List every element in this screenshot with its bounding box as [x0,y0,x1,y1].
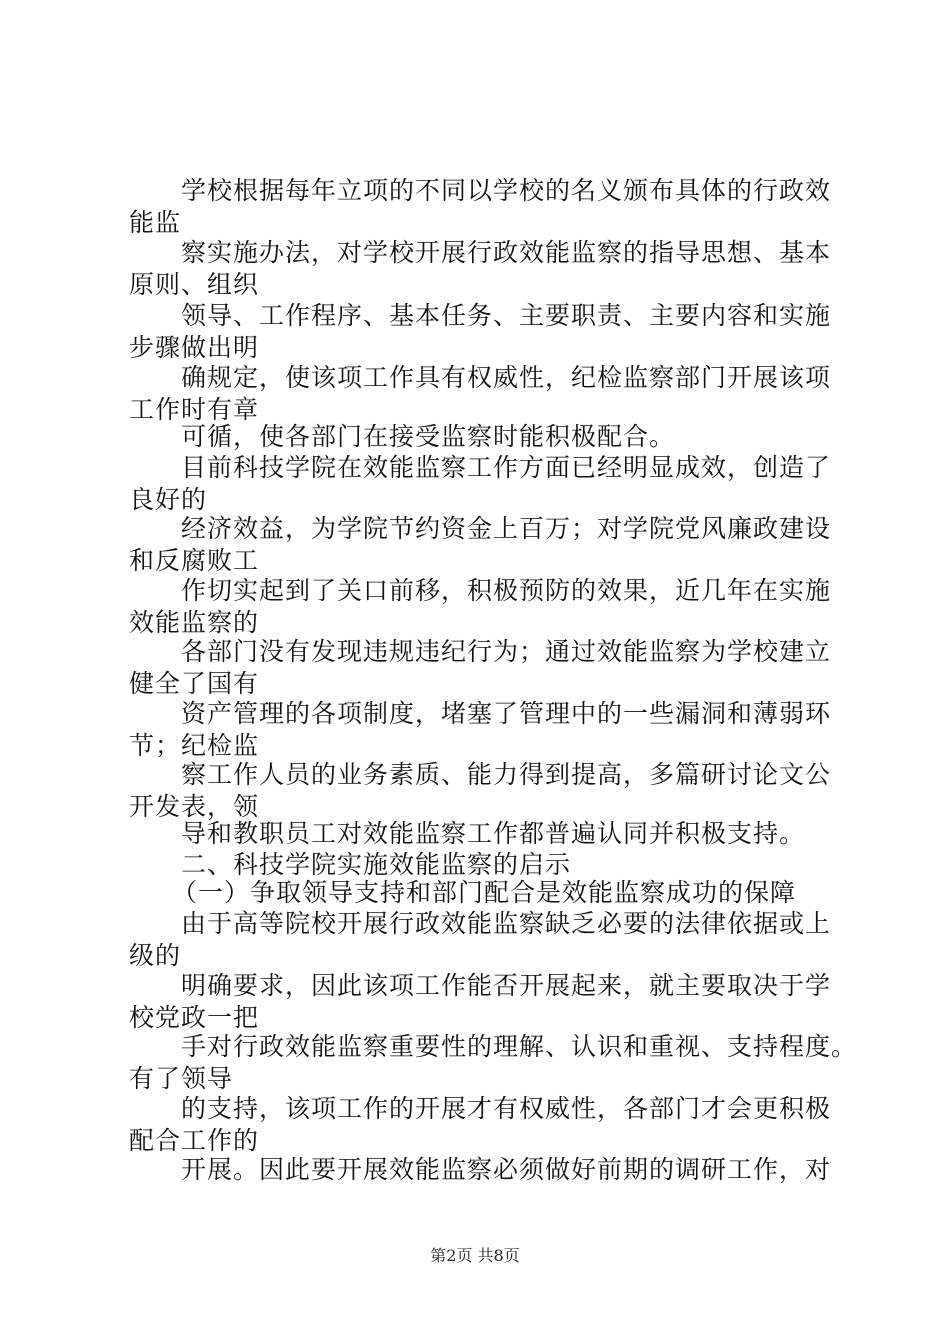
text-line: 级的 [129,941,182,970]
text-line: 作切实起到了关口前移，积极预防的效果，近几年在实施 [181,576,832,605]
text-line: 开发表，领 [129,792,260,821]
text-line: 和反腐败工 [129,546,260,575]
page-number-footer: 第2页 共8页 [430,1246,520,1265]
text-line: 察实施办法，对学校开展行政效能监察的指导思想、基本 [181,238,832,267]
text-line: 经济效益，为学院节约资金上百万；对学院党风廉政建设 [181,514,832,543]
text-line: 领导、工作程序、基本任务、主要职责、主要内容和实施 [181,301,832,330]
text-line: 目前科技学院在效能监察工作方面已经明显成效，创造了 [181,453,832,482]
text-line: 资产管理的各项制度，堵塞了管理中的一些漏洞和薄弱环 [181,699,832,728]
text-line: 步骤做出明 [129,333,260,362]
text-line: 导和教职员工对效能监察工作都普遍认同并积极支持。 [181,819,806,848]
text-line: 察工作人员的业务素质、能力得到提高，多篇研讨论文公 [181,760,832,789]
text-line: 原则、组织 [129,270,260,299]
text-line: 健全了国有 [129,669,260,698]
text-line: 开展。因此要开展效能监察必须做好前期的调研工作，对 [181,1155,832,1184]
text-line: 工作时有章 [129,395,260,424]
text-line: 确规定，使该项工作具有权威性，纪检监察部门开展该项 [181,363,832,392]
text-line: 校党政一把 [129,1003,260,1032]
text-line: 各部门没有发现违规违纪行为；通过效能监察为学校建立 [181,637,832,666]
subsection-heading: （一）争取领导支持和部门配合是效能监察成功的保障 [172,878,797,907]
text-line: 节；纪检监 [129,731,260,760]
text-line: 由于高等院校开展行政效能监察缺乏必要的法律依据或上 [181,909,832,938]
text-line: 的支持，该项工作的开展才有权威性，各部门才会更积极 [181,1094,832,1123]
text-line: 可循，使各部门在接受监察时能积极配合。 [181,422,676,451]
text-line: 效能监察的 [129,608,260,637]
text-line: 手对行政效能监察重要性的理解、认识和重视、支持程度。 [181,1032,858,1061]
text-line: 能监 [129,208,182,237]
text-line: 学校根据每年立项的不同以学校的名义颁布具体的行政效 [181,176,832,205]
text-line: 配合工作的 [129,1126,260,1155]
text-line: 良好的 [129,485,208,514]
section-heading: 二、科技学院实施效能监察的启示 [181,850,572,879]
text-line: 有了领导 [129,1064,234,1093]
text-line: 明确要求，因此该项工作能否开展起来，就主要取决于学 [181,971,832,1000]
